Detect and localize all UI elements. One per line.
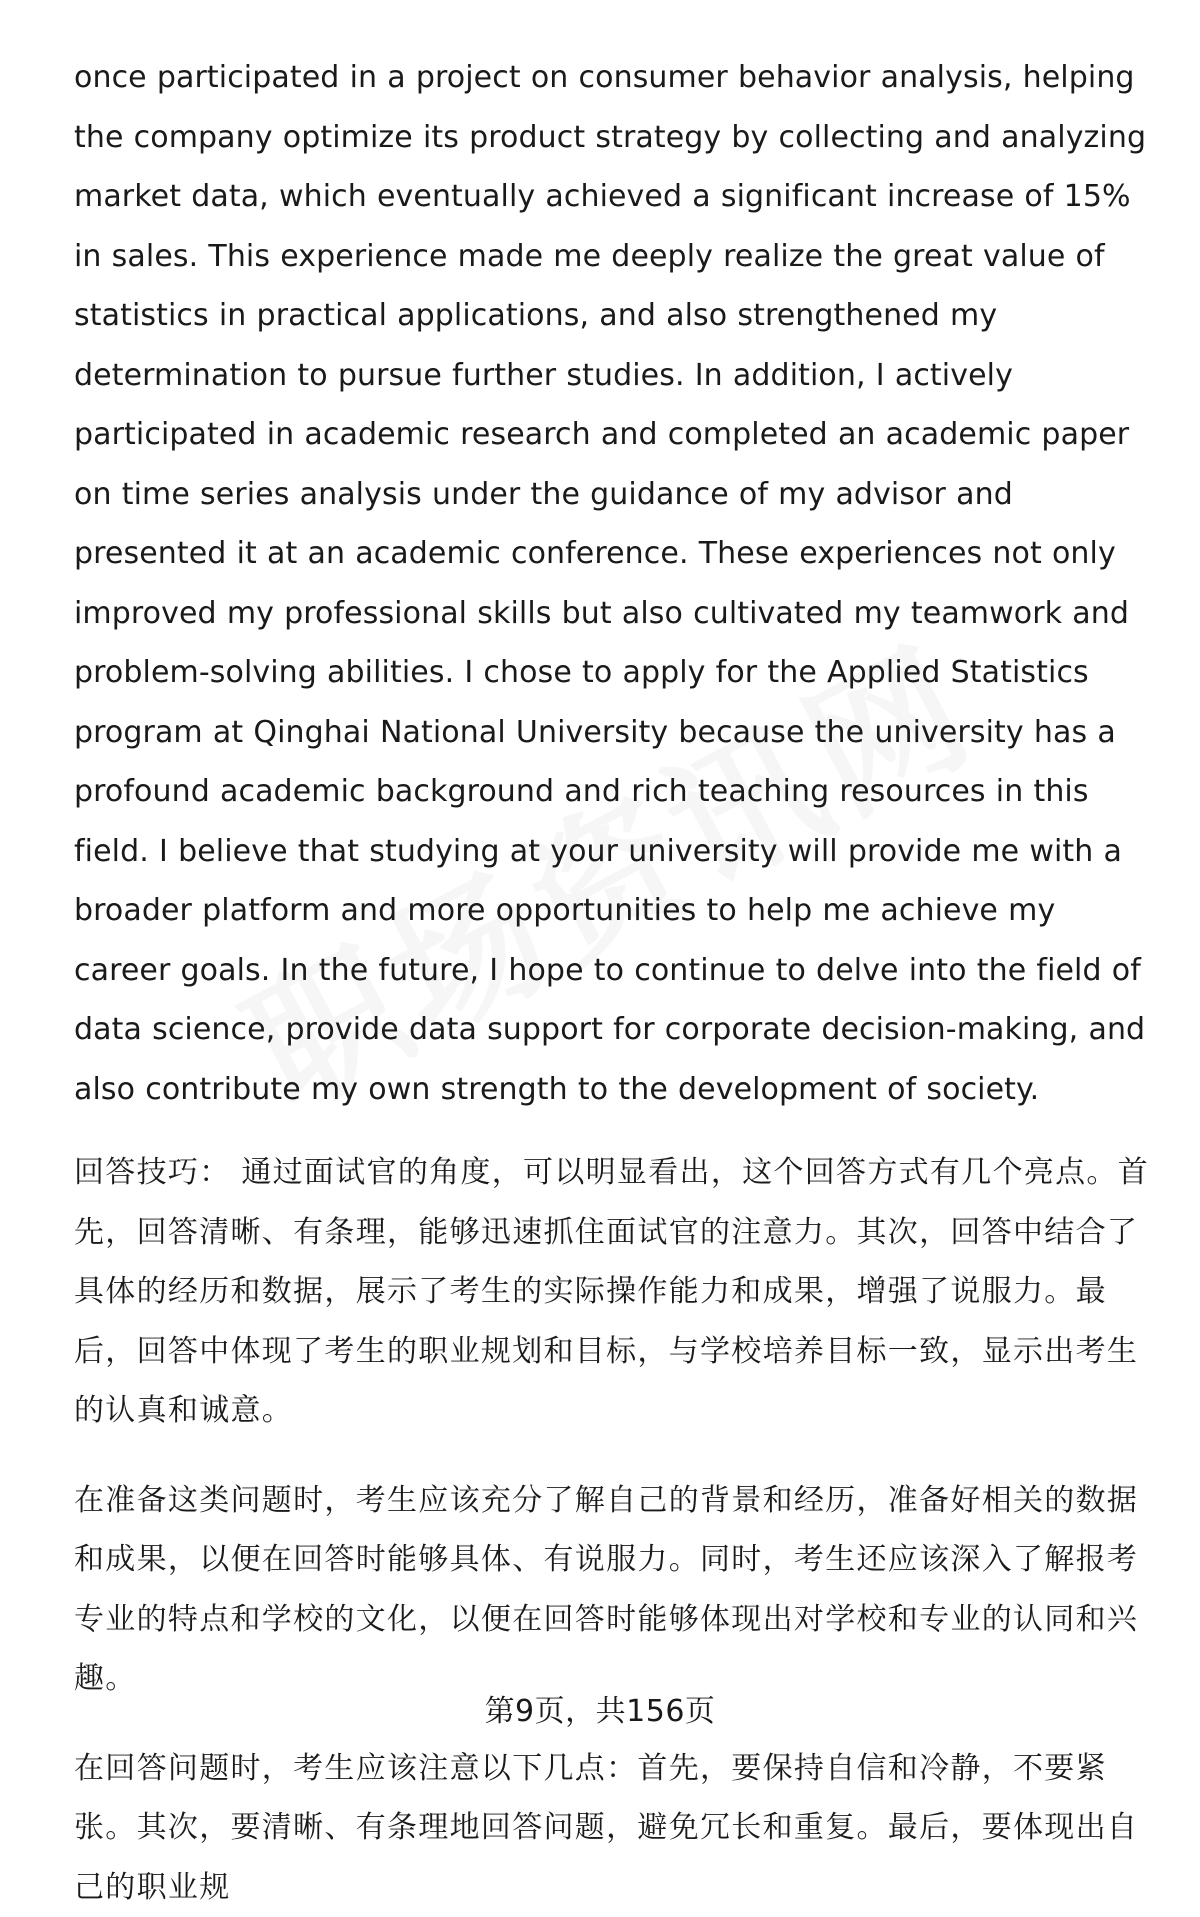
paragraph-answer-tips: 回答技巧： 通过面试官的角度，可以明显看出，这个回答方式有几个亮点。首先，回答清晰、有条理，能够迅速抓住面试官的注意力。其次，回答中结合了具体的经历和数据，展示了考生的实际操作能力和成果，增强了说服力。最后，回答中体现了考生的职业规划和目标，与学校培养目标一致，显示出考生的认真和诚意。 (74, 1143, 1154, 1441)
paragraph-preparation: 在准备这类问题时，考生应该充分了解自己的背景和经历，准备好相关的数据和成果，以便在回答时能够具体、有说服力。同时，考生还应该深入了解报考专业的特点和学校的文化，以便在回答时能够体现出对学校和专业的认同和兴趣。 (74, 1471, 1154, 1709)
paragraph-personal-statement: once participated in a project on consumer behavior analysis, helping the company optimize its product strategy by collecting and analyzing market data, which eventually achieved a significant increase of 15% in sales. This experience made me deeply realize the great value of statistics in practical applications, and also strengthened my determination to pursue further studies. In addition, I actively participated in academic research and completed an academic paper on time series analysis under the guidance of my advisor and presented it at an academic conference. These experiences not only improved my professional skills but also cultivated my teamwork and problem-solving abilities. I chose to apply for the Applied Statistics program at Qinghai National University because the university has a profound academic background and rich teaching resources in this field. I believe that studying at your university will provide me with a broader platform and more opportunities to help me achieve my career goals. In the future, I hope to continue to delve into the field of data science, provide data support for corporate decision-making, and also contribute my own strength to the development of society. (74, 48, 1154, 1119)
document-page (74, 48, 1154, 1917)
paragraph-answer-notes: 在回答问题时，考生应该注意以下几点：首先，要保持自信和冷静，不要紧张。其次，要清晰、有条理地回答问题，避免冗长和重复。最后，要体现出自己的职业规 (74, 1739, 1154, 1917)
page-indicator: 第9页，共156页 (0, 1692, 1200, 1732)
